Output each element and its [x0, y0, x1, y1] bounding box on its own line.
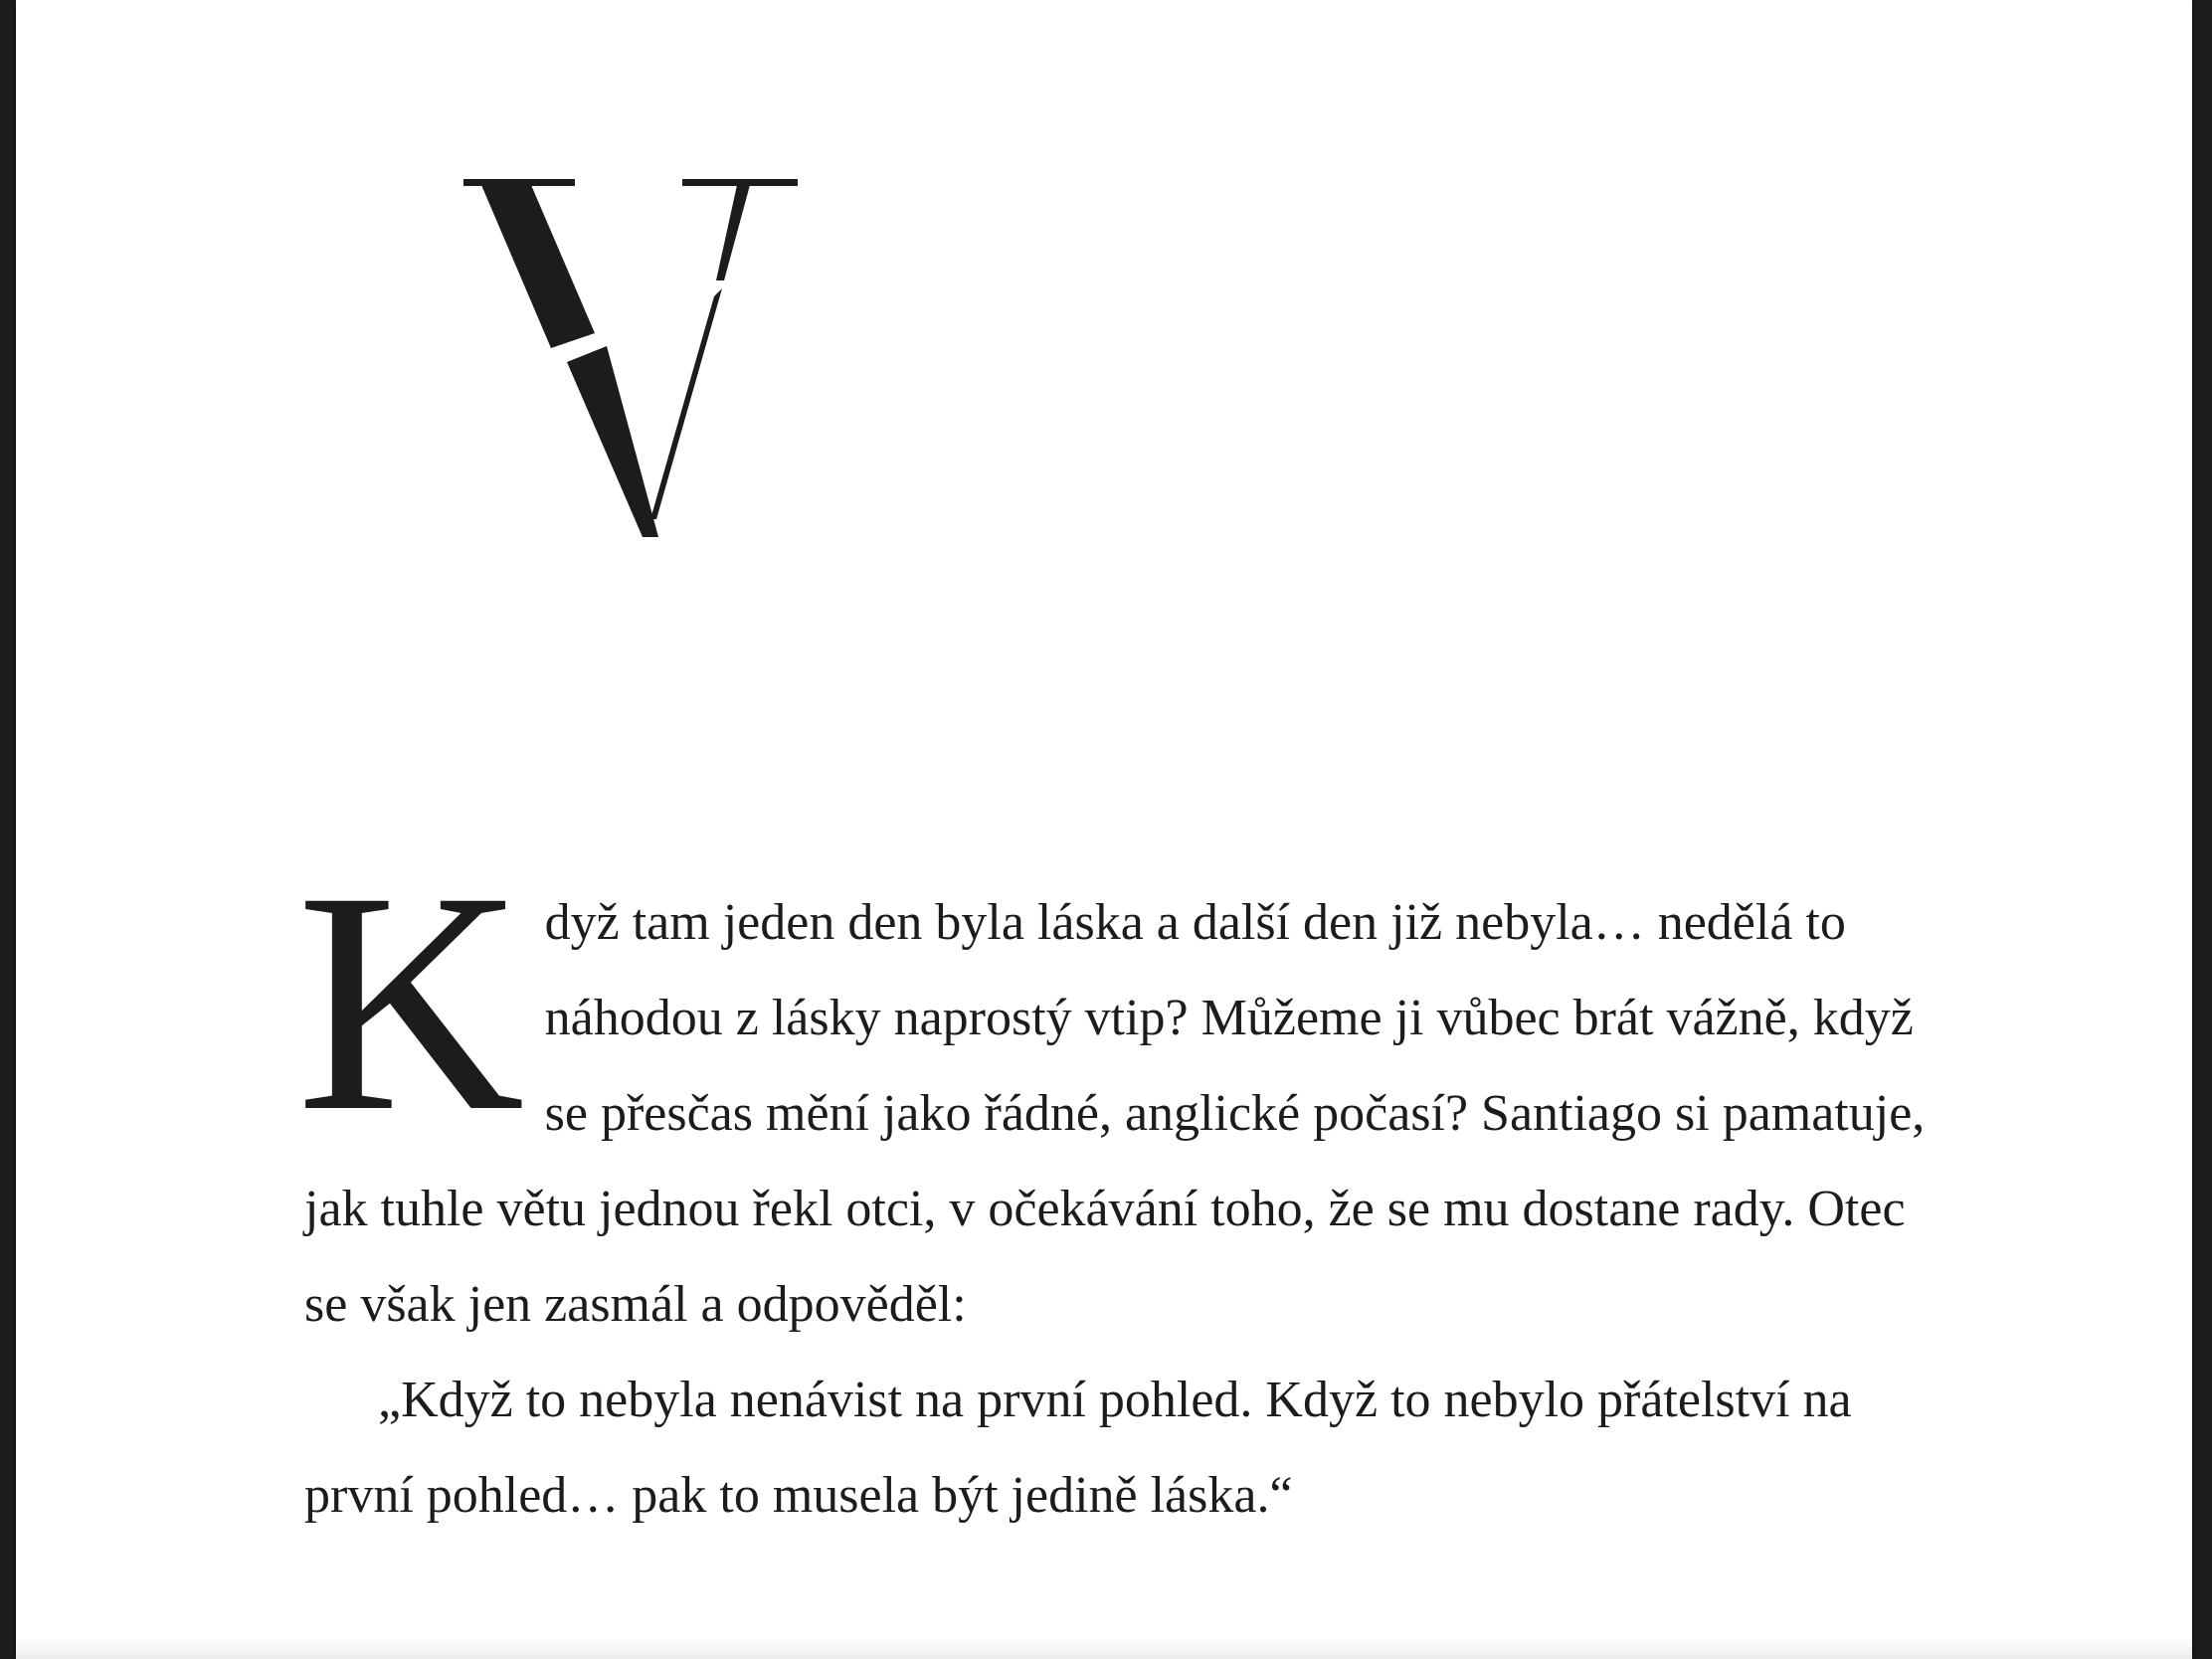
chapter-text [296, 827, 1955, 1544]
page-bottom-edge [16, 1637, 2192, 1659]
paragraph-1-text: dyž tam jeden den byla láska a další den již nebyla… nedělá to náhodou z lásky naprostý vtip? Můžeme ji vůbec brát vážně, když se přesčas mění jako řádné, anglické počasí? Santiago si pamatuje, jak tuhle větu jednou řekl otci, v očekávání toho, že se mu dostane rady. Otec se však jen zasmál a odpověděl: [304, 894, 1926, 1333]
paragraph-1 [296, 827, 1955, 1353]
paragraph-2 [304, 1353, 1955, 1544]
book-page [16, 0, 2192, 1659]
paragraph-2-text: „Když to nebyla nenávist na první pohled. Když to nebylo přátelství na první pohled… pak to musela být jedině láska.“ [304, 1372, 1852, 1524]
drop-cap-letter: K [296, 827, 525, 1177]
chapter-ornament-icon [434, 149, 851, 567]
